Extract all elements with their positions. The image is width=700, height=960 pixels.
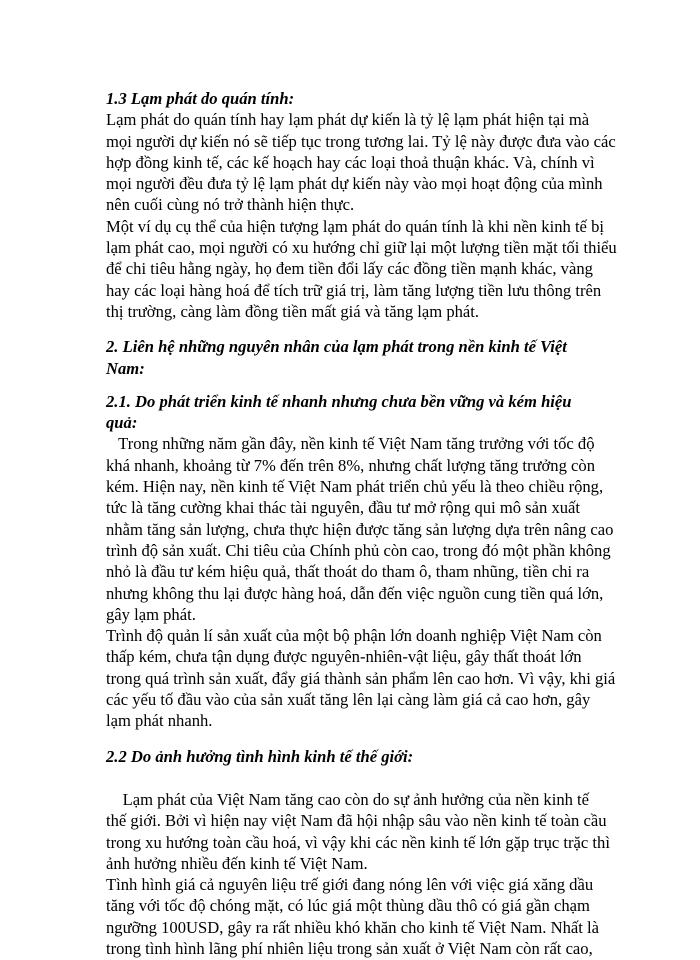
text-line: lạm phát nhanh. (106, 711, 213, 731)
text-line: trình độ sản xuất. Chi tiêu của Chính phủ còn cao, trong đó một phần không (106, 540, 611, 560)
paragraph-economic-growth (106, 433, 614, 625)
paragraph-inertial-inflation-definition (106, 109, 616, 215)
spacer (106, 767, 598, 789)
text-line: thị trường, càng làm đồng tiền mất giá và tăng lạm phát. (106, 301, 480, 321)
section-heading-2: 2. Liên hệ những nguyên nhân của lạm phát trong nền kinh tế Việt Nam: (106, 337, 567, 378)
text-line: mọi người đều đưa tỷ lệ lạm phát dự kiến này vào mọi hoạt động của mình (106, 174, 603, 194)
paragraph-production-management (106, 625, 616, 731)
text-line: nhưng không thu lại được hàng hoá, dẫn đến việc nguồn cung tiền quá lớn, (106, 583, 604, 603)
text-line: trong xu hướng toàn cầu hoá, vì vậy khi các nền kinh tế lớn gặp trục trặc thì (106, 832, 610, 852)
text-line: để chi tiêu hằng ngày, họ đem tiền đổi lấy các đồng tiền mạnh khác, vàng (106, 259, 593, 279)
text-line: mọi người dự kiến nó sẽ tiếp tục trong tương lai. Tỷ lệ này được đưa vào các (106, 131, 616, 151)
text-line: Lạm phát do quán tính hay lạm phát dự kiến là tỷ lệ lạm phát hiện tại mà (106, 110, 590, 130)
paragraph-inertial-inflation-example (106, 216, 617, 322)
text-line: trong tình hình lãng phí nhiên liệu trong sản xuất ở Việt Nam còn rất cao, (106, 938, 593, 958)
section-heading-2-2: 2.2 Do ảnh hưởng tình hình kinh tế thế giới: (106, 746, 414, 766)
document-page (106, 88, 617, 959)
text-line: tức là tăng cường khai thác tài nguyên, đầu tư mở rộng qui mô sản xuất (106, 498, 581, 518)
text-line: gây lạm phát. (106, 604, 196, 624)
section-heading-2-1: 2.1. Do phát triển kinh tế nhanh nhưng chưa bền vững và kém hiệu quả: (106, 391, 572, 433)
spacer (106, 379, 598, 391)
text-line: hay các loại hàng hoá để tích trữ giá trị, làm tăng lượng tiền lưu thông trên (106, 280, 602, 300)
spacer (106, 732, 598, 746)
text-line: ngưỡng 100USD, gây ra rất nhiều khó khăn cho kinh tế Việt Nam. Nhất là (106, 917, 599, 937)
text-line: khá nhanh, khoảng từ 7% đến trên 8%, nhưng chất lượng tăng trưởng còn (106, 455, 596, 475)
text-line: Trình độ quản lí sản xuất của một bộ phận lớn doanh nghiệp Việt Nam còn (106, 626, 602, 646)
text-line: các yếu tố đầu vào của sản xuất tăng lên lại càng làm giá cả cao hơn, gây (106, 690, 591, 710)
text-line: hợp đồng kinh tế, các kế hoạch hay các loại thoả thuận khác. Và, chính vì (106, 152, 595, 172)
text-line: Lạm phát của Việt Nam tăng cao còn do sự ảnh hưởng của nền kinh tế (106, 789, 590, 809)
section-heading-1-3: 1.3 Lạm phát do quán tính: (106, 89, 295, 108)
text-line: lạm phát cao, mọi người có xu hướng chỉ giữ lại một lượng tiền mặt tối thiểu (106, 238, 617, 258)
text-line: tăng với tốc độ chóng mặt, có lúc giá một thùng dầu thô có giá gần chạm (106, 896, 590, 916)
text-line: kém. Hiện nay, nền kinh tế Việt Nam phát triển chủ yếu là theo chiều rộng, (106, 477, 604, 497)
text-line: thấp kém, chưa tận dụng được nguyên-nhiên-vật liệu, gây thất thoát lớn (106, 647, 582, 667)
paragraph-fuel-prices (106, 874, 598, 959)
text-line: nhằm tăng sản lượng, chưa thực hiện được tăng sản lượng dựa trên nâng cao (106, 519, 614, 539)
text-line: ảnh hưởng nhiều đến kinh tế Việt Nam. (106, 853, 368, 873)
text-line: Tình hình giá cả nguyên liệu trế giới đang nóng lên với việc giá xăng dầu (106, 875, 594, 895)
paragraph-world-economy-influence (106, 789, 610, 874)
spacer (106, 322, 598, 336)
text-line: Một ví dụ cụ thể của hiện tượng lạm phát do quán tính là khi nền kinh tế bị (106, 216, 604, 236)
text-line: nên cuối cùng nó trở thành hiện thực. (106, 195, 355, 215)
text-line: Trong những năm gần đây, nền kinh tế Việt Nam tăng trưởng với tốc độ (106, 434, 595, 454)
text-line: trong quá trình sản xuất, đẩy giá thành sản phẩm lên cao hơn. Vì vậy, khi giá (106, 668, 616, 688)
text-line: nhỏ là đầu tư kém hiệu quả, thất thoát do tham ô, tham nhũng, tiền chi ra (106, 562, 590, 582)
text-line: thế giới. Bởi vì hiện nay việt Nam đã hội nhập sâu vào nền kinh tế toàn cầu (106, 811, 607, 831)
